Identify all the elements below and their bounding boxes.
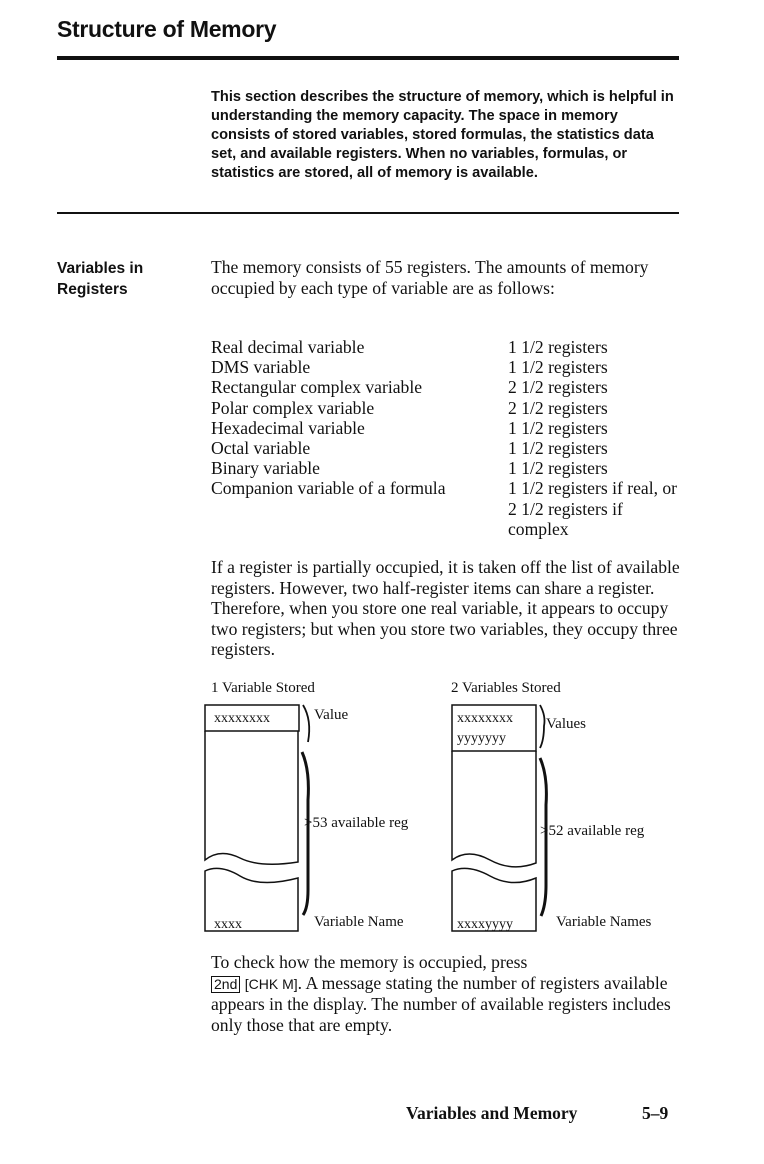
right-names-label: Variable Names <box>556 914 652 930</box>
intro-divider <box>57 212 679 214</box>
variable-size: 1 1/2 registers if real, or 2 1/2 registers if complex <box>508 478 678 539</box>
paragraph-registers: The memory consists of 55 registers. The amounts of memory occupied by each type of variable are as follows: <box>211 257 649 298</box>
left-value-label: Value <box>314 707 349 723</box>
paragraph-partial-registers: If a register is partially occupied, it is taken off the list of available registers. However, two half-register items can share a register. Therefore, when you store one real variable, it appears to occupy two registers; but when you store two variables, they occupy three registers. <box>211 557 680 659</box>
left-available-label: >53 available reg <box>304 815 409 831</box>
right-available-label: >52 available reg <box>540 823 645 839</box>
left-available-brace <box>302 752 308 915</box>
variable-name: DMS variable <box>211 357 311 378</box>
right-available-block <box>452 751 536 867</box>
left-name-label: Variable Name <box>314 914 404 930</box>
variable-name: Polar complex variable <box>211 397 375 418</box>
right-value-cell-text-2: yyyyyyy <box>457 731 506 746</box>
footer-page-number: 5–9 <box>642 1103 669 1123</box>
key-chk-m: [CHK M] <box>244 975 298 992</box>
table-row <box>211 438 681 458</box>
title-divider <box>57 56 679 60</box>
check-memory-text-start: To check how the memory is occupied, press <box>211 952 528 972</box>
diagram-left-title: 1 Variable Stored <box>211 680 315 696</box>
variable-size: 1 1/2 registers <box>508 357 608 378</box>
page-title: Structure of Memory <box>57 16 277 42</box>
variable-size: 1 1/2 registers <box>508 458 608 479</box>
variable-name: Binary variable <box>211 458 320 479</box>
variable-name: Rectangular complex variable <box>211 377 423 398</box>
table-row <box>211 398 681 418</box>
variable-size: 1 1/2 registers <box>508 438 608 459</box>
check-memory-text-end: . A message stating the number of registers available appears in the display. The number of available registers includes only those that are empty. <box>211 972 671 1035</box>
right-values-brace <box>540 705 545 748</box>
right-value-cell-text-1: xxxxxxxx <box>457 711 513 726</box>
table-row <box>211 478 681 539</box>
section-heading <box>57 258 187 300</box>
table-row <box>211 377 681 397</box>
table-row <box>211 357 681 377</box>
left-value-brace <box>303 705 309 742</box>
variable-size: 2 1/2 registers <box>508 397 608 418</box>
variable-name: Hexadecimal variable <box>211 417 365 438</box>
section-heading-line-1: Variables in <box>57 260 144 277</box>
footer-chapter-title: Variables and Memory <box>406 1103 578 1123</box>
table-row <box>211 337 681 357</box>
variable-name: Octal variable <box>211 438 311 459</box>
right-values-label: Values <box>546 716 586 732</box>
left-value-cell-text: xxxxxxxx <box>214 711 270 726</box>
paragraph-check-memory <box>211 952 681 1035</box>
left-register-stack <box>205 705 309 931</box>
variable-name: Companion variable of a formula <box>211 478 446 499</box>
left-name-cell-text: xxxx <box>214 917 242 932</box>
variable-size: 1 1/2 registers <box>508 417 608 438</box>
table-row <box>211 458 681 478</box>
section-heading-line-2: Registers <box>57 281 128 298</box>
diagram-right-title: 2 Variables Stored <box>451 680 561 696</box>
table-row <box>211 418 681 438</box>
variable-size: 2 1/2 registers <box>508 377 608 398</box>
variable-size-table <box>211 337 681 539</box>
variable-size: 1 1/2 registers <box>508 337 608 357</box>
variable-name: Real decimal variable <box>211 337 365 357</box>
right-names-cell-text: xxxxyyyy <box>457 917 513 932</box>
left-available-block <box>205 731 298 864</box>
intro-paragraph: This section describes the structure of memory, which is helpful in understanding the memory capacity. The space in memory consists of stored variables, stored formulas, the statistics data set, and available registers. When no variables, formulas, or statistics are stored, all of memory is available. <box>211 89 674 181</box>
key-2nd-icon: 2nd <box>211 976 240 993</box>
